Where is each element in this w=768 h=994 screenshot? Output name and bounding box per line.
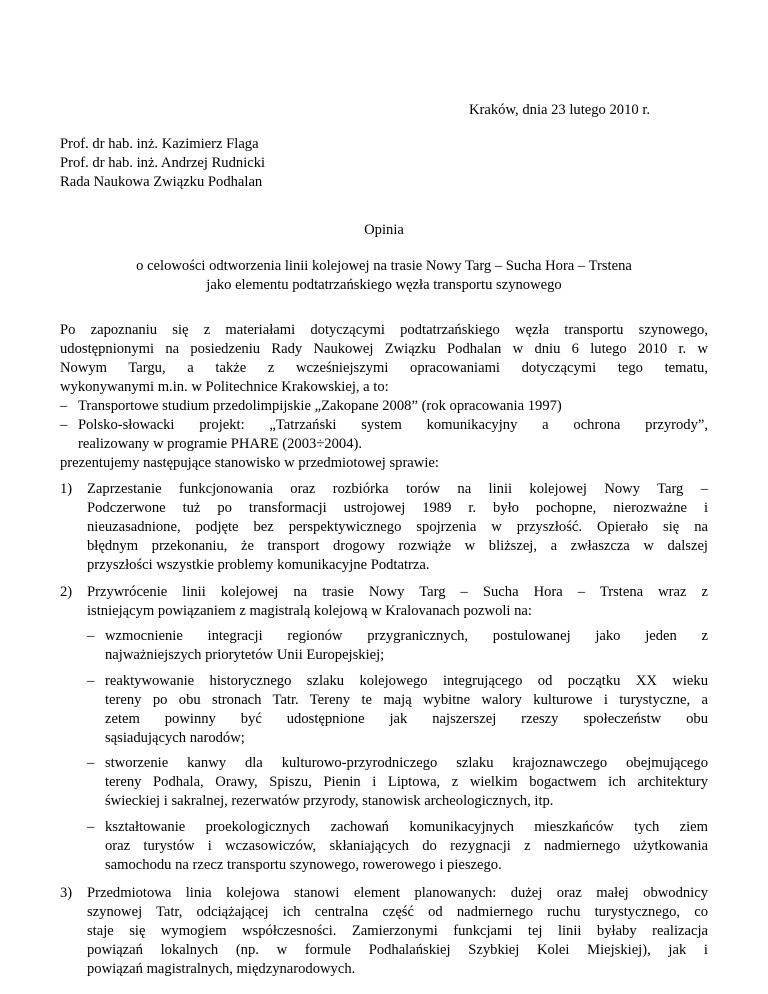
subitem-4-line: kształtowanie proekologicznych zachowań komunikacyjnych mieszkańców tych ziem: [105, 819, 708, 835]
subitem-4-line: oraz turystów i wczasowiczów, skłaniających do rezygnacji z nadmiernego użytkowania: [105, 838, 708, 854]
point-3-line: szynowej Tatr, odciążającej ich centralna część od nadmiernego ruchu turystycznego, co: [87, 904, 708, 920]
intro-bullet-2-line-2: realizowany w programie PHARE (2003÷2004).: [78, 436, 363, 452]
point-number: 1): [60, 481, 73, 497]
intro-line: Nowym Targu, a także z wcześniejszymi opracowaniami dotyczącymi tego tematu,: [60, 360, 708, 376]
point-2-line: istniejącym powiązaniem z magistralą kolejową w Kralovanach pozwoli na:: [87, 603, 532, 619]
intro-line: udostępnionymi na posiedzeniu Rady Naukowej Związku Podhalan w dniu 6 lutego 2010 r. w: [60, 341, 708, 357]
subitem-2-line: tereny po obu stronach Tatr. Tereny te mają wybitne walory kulturowe i turystyczne, a: [105, 692, 708, 708]
subitem-2-line: reaktywowanie historycznego szlaku kolejowego integrującego od początku XX wieku: [105, 673, 708, 689]
document-subtitle-line-1: o celowości odtworzenia linii kolejowej na trasie Nowy Targ – Sucha Hora – Trstena: [136, 258, 632, 274]
point-3-line: Przedmiotowa linia kolejowa stanowi element planowanych: dużej oraz małej obwodnicy: [87, 885, 708, 901]
intro-closing: prezentujemy następujące stanowisko w przedmiotowej sprawie:: [60, 455, 439, 471]
point-3-line: powiązań magistralnych, międzynarodowych.: [87, 961, 356, 977]
point-1-line: nieuzasadnione, podjęte bez perspektywicznego spojrzenia w przyszłość. Opierało się na: [87, 519, 708, 535]
dash-bullet-icon: –: [87, 628, 95, 644]
dash-bullet-icon: –: [60, 398, 68, 414]
subitem-4-line: samochodu na rzecz transportu szynowego, rowerowego i pieszego.: [105, 857, 502, 873]
document-subtitle-line-2: jako elementu podtatrzańskiego węzła transportu szynowego: [206, 277, 562, 293]
subitem-3-line: świeckiej i sakralnej, rezerwatów przyrody, stanowisk archeologicznych, itp.: [105, 793, 554, 809]
place-date: Kraków, dnia 23 lutego 2010 r.: [469, 102, 651, 118]
dash-bullet-icon: –: [87, 819, 95, 835]
subitem-2-line: sąsiadujących narodów;: [105, 730, 245, 746]
subitem-3-line: tereny Podhala, Orawy, Spiszu, Pienin i Liptowa, z wielkim bogactwem ich architektury: [105, 774, 708, 790]
subitem-1-line: wzmocnienie integracji regionów przygranicznych, postulowanej jako jeden z: [105, 628, 708, 644]
point-1-line: Zaprzestanie funkcjonowania oraz rozbiórka torów na linii kolejowej Nowy Targ –: [87, 481, 708, 497]
author-1: Prof. dr hab. inż. Kazimierz Flaga: [60, 136, 259, 152]
point-1-line: błędnym przekonaniu, że transport drogowy rozwiąże w bliższej, a zwłaszcza w dalszej: [87, 538, 708, 554]
point-3-line: powiązań lokalnych (np. w formule Podhalańskiej Szybkiej Kolei Miejskiej), jak i: [87, 942, 708, 958]
author-2: Prof. dr hab. inż. Andrzej Rudnicki: [60, 155, 266, 171]
subitem-1-line: najważniejszych priorytetów Unii Europejskiej;: [105, 647, 385, 663]
dash-bullet-icon: –: [87, 755, 95, 771]
point-number: 2): [60, 584, 73, 600]
author-3: Rada Naukowa Związku Podhalan: [60, 174, 263, 190]
point-3-line: staje się wymogiem współczesności. Zamierzonymi funkcjami tej linii byłaby realizacja: [87, 923, 708, 939]
point-2-line: Przywrócenie linii kolejowej na trasie Nowy Targ – Sucha Hora – Trstena wraz z: [87, 584, 708, 600]
intro-line: Po zapoznaniu się z materiałami dotyczącymi podtatrzańskiego węzła transportu szynowego,: [60, 322, 708, 338]
subitem-2-line: zetem powinny być udostępnione jak najszerszej rzeszy społeczeństw obu: [105, 711, 708, 727]
document-title: Opinia: [364, 222, 404, 238]
point-number: 3): [60, 885, 73, 901]
point-1-line: przyszłości wszystkie problemy komunikacyjne Podtatrza.: [87, 557, 430, 573]
dash-bullet-icon: –: [60, 417, 68, 433]
point-1-line: Podczerwone tuż po transformacji ustrojowej 1989 r. było pochopne, nierozważne i: [87, 500, 708, 516]
intro-bullet-2-line-1: Polsko-słowacki projekt: „Tatrzański system komunikacyjny a ochrona przyrody”,: [78, 417, 708, 433]
intro-line: wykonywanymi m.in. w Politechnice Krakowskiej, a to:: [60, 379, 389, 395]
dash-bullet-icon: –: [87, 673, 95, 689]
subitem-3-line: stworzenie kanwy dla kulturowo-przyrodniczego szlaku krajoznawczego obejmującego: [105, 755, 708, 771]
intro-bullet-1: Transportowe studium przedolimpijskie „Zakopane 2008” (rok opracowania 1997): [78, 398, 562, 414]
